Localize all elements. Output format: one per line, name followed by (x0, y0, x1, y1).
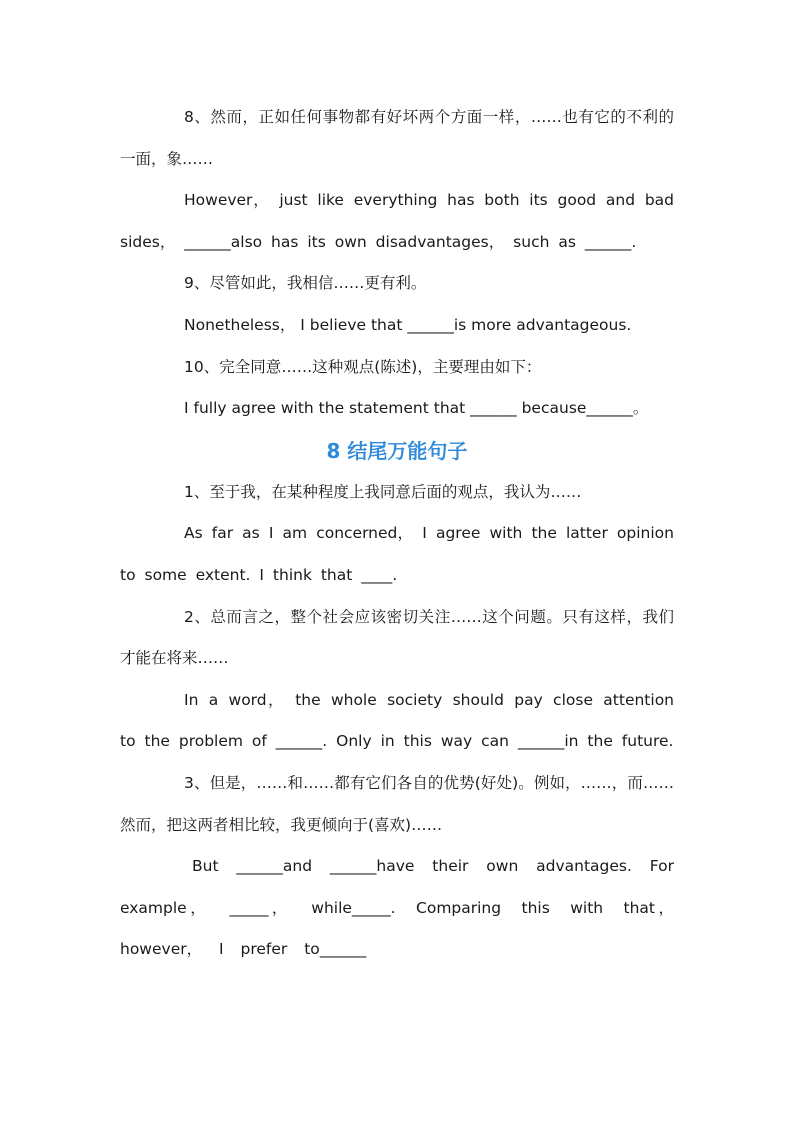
item-2-chinese: 2、总而言之，整个社会应该密切关注……这个问题。只有这样，我们才能在将来…… (120, 607, 674, 668)
item-8-chinese: 8、然而，正如任何事物都有好坏两个方面一样，……也有它的不利的一面，象…… (120, 108, 674, 168)
item-1-chinese: 1、至于我，在某种程度上我同意后面的观点，我认为…… (184, 482, 582, 501)
document-page (120, 97, 674, 971)
item-3-english: But ______and ______have their own advantages. For example， _____， while_____. Comparing this with that， however， I prefer to______ (120, 857, 674, 959)
item-10-chinese: 10、完全同意……这种观点(陈述)，主要理由如下： (184, 357, 542, 376)
item-10-english: I fully agree with the statement that ______ because______。 (184, 399, 649, 418)
item-9-chinese: 9、尽管如此，我相信……更有利。 (184, 274, 427, 293)
item-8-english: However， just like everything has both its good and bad sides， ______also has its own disadvantages， such as ______. (120, 191, 674, 251)
item-9-english: Nonetheless， I believe that ______is more advantageous. (184, 315, 632, 334)
section-heading: 8 结尾万能句子 (326, 438, 468, 463)
item-1-english: As far as I am concerned， I agree with the latter opinion to some extent. I think that ____. (120, 524, 674, 584)
item-3-chinese: 3、但是，……和……都有它们各自的优势(好处)。例如，……，而……然而，把这两者相比较，我更倾向于(喜欢)…… (120, 773, 674, 834)
item-2-english: In a word， the whole society should pay close attention to the problem of ______. Only in this way can ______in the future. (120, 690, 674, 751)
